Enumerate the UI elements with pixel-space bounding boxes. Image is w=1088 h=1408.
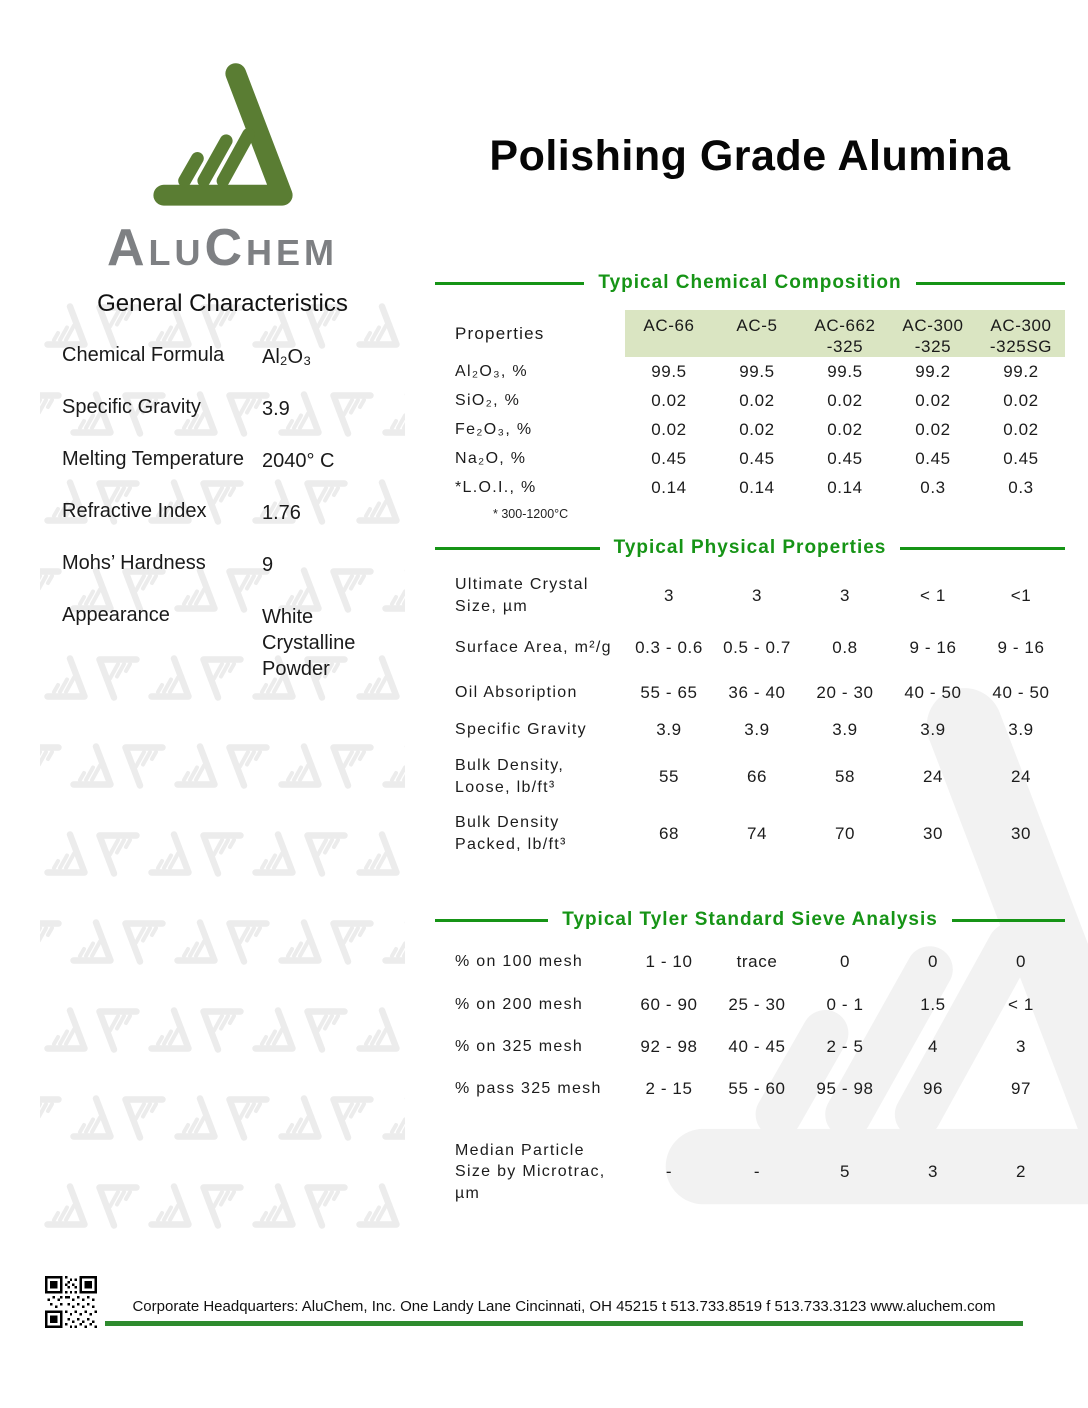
grade-name: AC-66 bbox=[643, 316, 695, 335]
cell-value: 0.14 bbox=[739, 477, 775, 497]
row-label: *L.O.I., % bbox=[455, 478, 537, 496]
cell-value: 3 bbox=[751, 586, 763, 605]
property-label: Refractive Index bbox=[62, 500, 207, 522]
cell-value: 3.9 bbox=[656, 720, 682, 739]
loi-footnote: * 300-1200°C bbox=[493, 507, 569, 521]
column-header bbox=[801, 310, 889, 357]
table-row bbox=[435, 984, 1065, 1026]
row-label: % on 100 mesh bbox=[455, 953, 584, 971]
grade-suffix: -325 bbox=[914, 337, 952, 356]
cell-value: 0.3 - 0.6 bbox=[635, 638, 703, 657]
row-label: Fe₂O₃, % bbox=[455, 420, 533, 438]
cell-value: 95 - 98 bbox=[816, 1079, 874, 1098]
cell-value: 0.02 bbox=[827, 390, 863, 410]
cell-value: 25 - 30 bbox=[728, 995, 786, 1014]
cell-value: 0.02 bbox=[651, 419, 687, 439]
property-label: Mohs’ Hardness bbox=[62, 552, 206, 574]
column-header bbox=[625, 310, 713, 357]
footer-divider bbox=[105, 1321, 1023, 1326]
property-value: 1.76 bbox=[262, 502, 301, 524]
cell-value: 0.14 bbox=[827, 477, 863, 497]
section-heading-physical bbox=[435, 537, 1065, 559]
row-label: Bulk Density Packed, lb/ft³ bbox=[455, 814, 567, 853]
cell-value: 0.02 bbox=[739, 419, 775, 439]
column-header bbox=[713, 310, 801, 357]
property-label: Chemical Formula bbox=[62, 344, 225, 366]
section-title: Typical Tyler Standard Sieve Analysis bbox=[562, 909, 938, 930]
grade-suffix: -325SG bbox=[989, 337, 1053, 356]
cell-value: 97 bbox=[1010, 1079, 1032, 1098]
cell-value: 55 - 65 bbox=[640, 683, 698, 702]
cell-value: 3.9 bbox=[1008, 720, 1034, 739]
cell-value: 55 - 60 bbox=[728, 1079, 786, 1098]
table-row bbox=[435, 748, 1065, 806]
cell-value: 40 - 45 bbox=[728, 1037, 786, 1056]
cell-value: 0.02 bbox=[1003, 419, 1039, 439]
cell-value: 99.5 bbox=[651, 361, 687, 381]
cell-value: 0.02 bbox=[651, 390, 687, 410]
column-header bbox=[889, 310, 977, 357]
cell-value: 0 bbox=[839, 952, 851, 971]
cell-value: 3.9 bbox=[832, 720, 858, 739]
cell-value: 1.5 bbox=[920, 995, 946, 1014]
heading-rule bbox=[900, 547, 1065, 550]
cell-value: 0.02 bbox=[739, 390, 775, 410]
cell-value: < 1 bbox=[1008, 995, 1034, 1014]
cell-value: 24 bbox=[922, 767, 944, 786]
aluchem-logo-icon bbox=[143, 52, 303, 220]
heading-rule bbox=[916, 282, 1065, 285]
cell-value: 2 - 15 bbox=[645, 1079, 693, 1098]
cell-value: 3.9 bbox=[920, 720, 946, 739]
cell-value: 5 bbox=[839, 1162, 851, 1181]
left-panel-heading: General Characteristics bbox=[97, 290, 348, 317]
table-row bbox=[435, 386, 1065, 415]
composition-header-row bbox=[435, 310, 1065, 357]
heading-rule bbox=[952, 919, 1065, 922]
property-value: White Crystalline Powder bbox=[262, 606, 356, 680]
composition-table bbox=[435, 310, 1065, 521]
page-title: Polishing Grade Alumina bbox=[489, 132, 1011, 180]
cell-value: 9 - 16 bbox=[997, 638, 1045, 657]
heading-rule bbox=[435, 547, 600, 550]
section-title: Typical Chemical Composition bbox=[598, 272, 902, 293]
qr-code bbox=[45, 1276, 97, 1328]
row-label: % on 200 mesh bbox=[455, 996, 584, 1014]
brand-block bbox=[40, 52, 405, 277]
row-label: % pass 325 mesh bbox=[455, 1080, 602, 1098]
cell-value: 0.5 - 0.7 bbox=[723, 638, 791, 657]
table-row bbox=[435, 712, 1065, 748]
table-row bbox=[435, 473, 1065, 502]
cell-value: 20 - 30 bbox=[816, 683, 874, 702]
cell-value: 4 bbox=[927, 1037, 939, 1056]
table-row bbox=[435, 1026, 1065, 1068]
section-title: Typical Physical Properties bbox=[613, 537, 887, 558]
cell-value: 99.5 bbox=[739, 361, 775, 381]
column-header bbox=[977, 310, 1065, 357]
cell-value: 96 bbox=[922, 1079, 944, 1098]
cell-value: 58 bbox=[834, 767, 856, 786]
cell-value: - bbox=[665, 1162, 673, 1181]
cell-value: 3 bbox=[839, 586, 851, 605]
cell-value: 3.9 bbox=[744, 720, 770, 739]
physical-properties-table bbox=[435, 570, 1065, 862]
cell-value: 0 bbox=[1015, 952, 1027, 971]
cell-value: 0.8 bbox=[832, 638, 858, 657]
cell-value: 0 - 1 bbox=[826, 995, 864, 1014]
property-value: 3.9 bbox=[262, 398, 290, 420]
cell-value: 0.02 bbox=[827, 419, 863, 439]
property-label: Specific Gravity bbox=[62, 396, 201, 418]
physical-rows bbox=[435, 570, 1065, 862]
table-row bbox=[435, 940, 1065, 984]
row-label: Bulk Density, Loose, lb/ft³ bbox=[455, 757, 565, 796]
row-label: Na₂O, % bbox=[455, 449, 527, 467]
grade-name: AC-662 bbox=[814, 316, 876, 335]
cell-value: 70 bbox=[834, 824, 856, 843]
cell-value: < 1 bbox=[920, 586, 946, 605]
row-label: Median Particle Size by Microtrac, µm bbox=[455, 1141, 606, 1202]
cell-value: 0.02 bbox=[915, 419, 951, 439]
row-label: Oil Absoription bbox=[455, 684, 578, 702]
footer-address: Corporate Headquarters: AluChem, Inc. One Landy Lane Cincinnati, OH 45215 t 513.733.8519 f 513.733.3123 www.aluchem.com bbox=[132, 1298, 996, 1315]
table-row bbox=[435, 570, 1065, 622]
table-row bbox=[435, 357, 1065, 386]
sieve-analysis-table bbox=[435, 940, 1065, 1216]
grade-name: AC-5 bbox=[736, 316, 778, 335]
cell-value: 36 - 40 bbox=[728, 683, 786, 702]
row-label: Al₂O₃, % bbox=[455, 362, 528, 380]
cell-value: 99.2 bbox=[1003, 361, 1039, 381]
property-row bbox=[62, 344, 407, 370]
table-row bbox=[435, 674, 1065, 712]
heading-rule bbox=[435, 919, 548, 922]
grade-suffix: -325 bbox=[826, 337, 864, 356]
cell-value: 0.3 bbox=[920, 477, 946, 497]
cell-value: 74 bbox=[746, 824, 768, 843]
cell-value: 0.14 bbox=[651, 477, 687, 497]
property-value: 2040° C bbox=[262, 450, 335, 472]
row-label: Ultimate Crystal Size, µm bbox=[455, 576, 589, 615]
grade-name: AC-300 bbox=[990, 316, 1052, 335]
table-row bbox=[435, 415, 1065, 444]
row-label: % on 325 mesh bbox=[455, 1038, 584, 1056]
property-row bbox=[62, 448, 407, 474]
cell-value: 1 - 10 bbox=[645, 952, 693, 971]
property-value: 9 bbox=[262, 554, 274, 576]
cell-value: 0.3 bbox=[1008, 477, 1034, 497]
general-characteristics-list bbox=[62, 344, 407, 708]
cell-value: 0.45 bbox=[1003, 448, 1039, 468]
property-label: Appearance bbox=[62, 604, 170, 626]
row-label: Specific Gravity bbox=[455, 721, 587, 739]
table-row bbox=[435, 806, 1065, 862]
cell-value: 0.02 bbox=[915, 390, 951, 410]
cell-value: - bbox=[753, 1162, 761, 1181]
table-row bbox=[435, 622, 1065, 674]
property-row bbox=[62, 500, 407, 526]
cell-value: 55 bbox=[658, 767, 680, 786]
cell-value: 40 - 50 bbox=[904, 683, 962, 702]
heading-rule bbox=[435, 282, 584, 285]
cell-value: 60 - 90 bbox=[640, 995, 698, 1014]
cell-value: 3 bbox=[1015, 1037, 1027, 1056]
sieve-rows bbox=[435, 940, 1065, 1216]
cell-value: 30 bbox=[1010, 824, 1032, 843]
cell-value: trace bbox=[736, 952, 778, 971]
brand-wordmark: AluChem bbox=[106, 219, 339, 277]
property-row bbox=[62, 552, 407, 578]
cell-value: 2 bbox=[1015, 1162, 1027, 1181]
cell-value: 3 bbox=[663, 586, 675, 605]
row-label: Surface Area, m²/g bbox=[455, 639, 612, 657]
cell-value: 40 - 50 bbox=[992, 683, 1050, 702]
cell-value: 66 bbox=[746, 767, 768, 786]
cell-value: <1 bbox=[1010, 586, 1032, 605]
cell-value: 0.45 bbox=[827, 448, 863, 468]
section-heading-composition bbox=[435, 272, 1065, 294]
cell-value: 99.5 bbox=[827, 361, 863, 381]
properties-column-header: Properties bbox=[455, 323, 545, 343]
cell-value: 9 - 16 bbox=[909, 638, 957, 657]
property-row bbox=[62, 604, 407, 682]
cell-value: 24 bbox=[1010, 767, 1032, 786]
cell-value: 99.2 bbox=[915, 361, 951, 381]
cell-value: 0.45 bbox=[651, 448, 687, 468]
property-label: Melting Temperature bbox=[62, 448, 244, 470]
cell-value: 0.45 bbox=[915, 448, 951, 468]
cell-value: 0.45 bbox=[739, 448, 775, 468]
cell-value: 30 bbox=[922, 824, 944, 843]
row-label: SiO₂, % bbox=[455, 391, 521, 409]
composition-rows bbox=[435, 357, 1065, 502]
grade-name: AC-300 bbox=[902, 316, 964, 335]
table-row bbox=[435, 1068, 1065, 1110]
cell-value: 3 bbox=[927, 1162, 939, 1181]
table-row bbox=[435, 444, 1065, 473]
cell-value: 0.02 bbox=[1003, 390, 1039, 410]
cell-value: 92 - 98 bbox=[640, 1037, 698, 1056]
property-row bbox=[62, 396, 407, 422]
cell-value: 0 bbox=[927, 952, 939, 971]
table-row bbox=[435, 1128, 1065, 1216]
cell-value: 68 bbox=[658, 824, 680, 843]
section-heading-sieve bbox=[435, 909, 1065, 931]
cell-value: 2 - 5 bbox=[826, 1037, 864, 1056]
property-value: Al₂O₃ bbox=[262, 346, 312, 368]
